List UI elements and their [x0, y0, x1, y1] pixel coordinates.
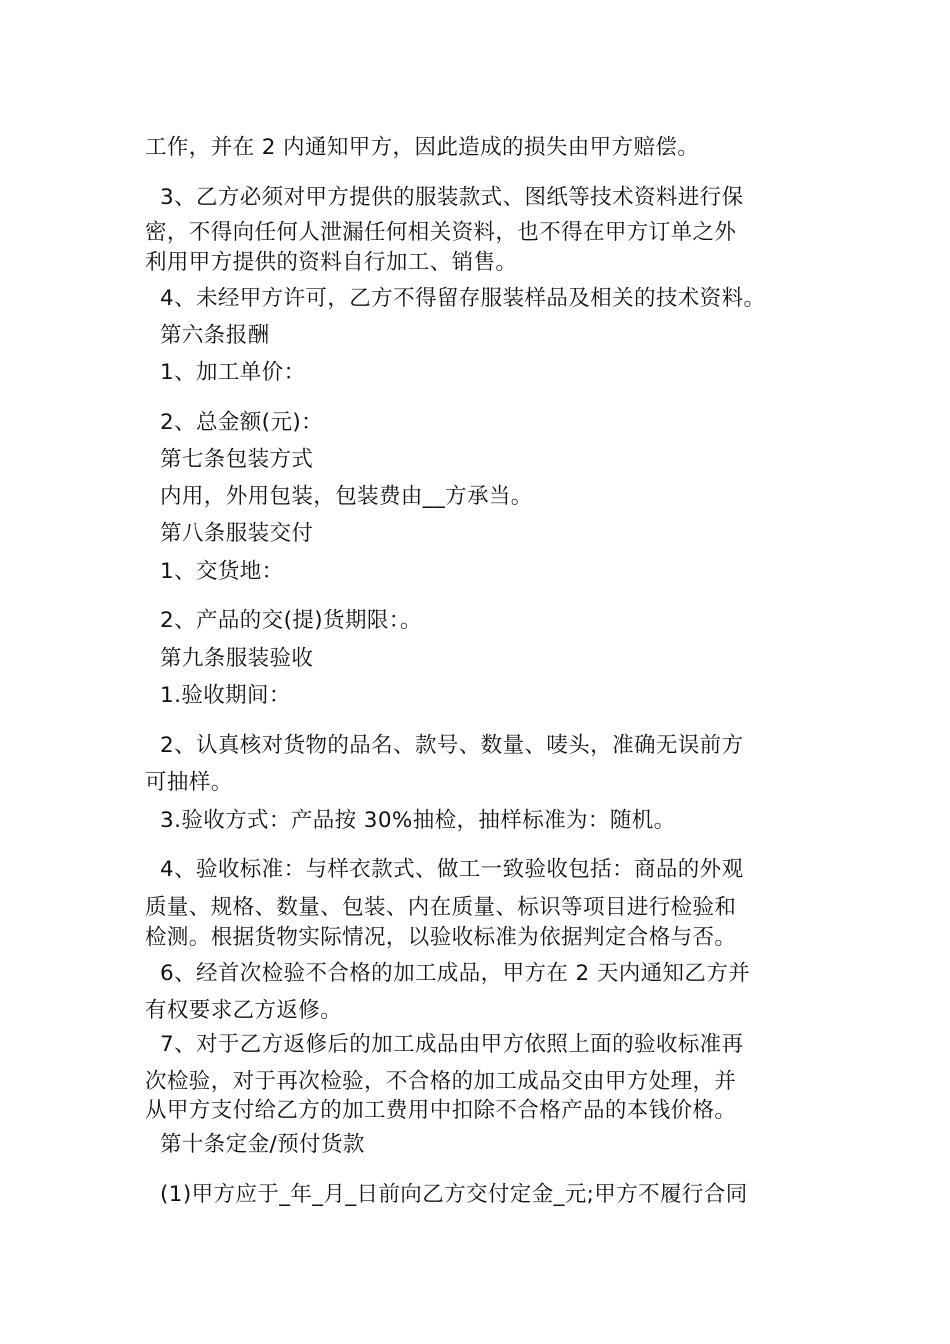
text-line: (1)甲方应于_年_月_日前向乙方交付定金_元;甲方不履行合同	[160, 1182, 748, 1207]
text-line: 检测。根据货物实际情况，以验收标准为依据判定合格与否。	[145, 925, 737, 950]
text-line: 内用，外用包装，包装费由__方承当。	[160, 484, 533, 509]
text-line: 工作，并在 2 内通知甲方，因此造成的损失由甲方赔偿。	[145, 135, 700, 160]
section-heading: 第十条定金/预付货款	[160, 1132, 365, 1157]
text-line: 从甲方支付给乙方的加工费用中扣除不合格产品的本钱价格。	[145, 1098, 737, 1123]
text-line: 1、加工单价：	[160, 360, 306, 385]
text-line: 次检验，对于再次检验，不合格的加工成品交由甲方处理，并	[145, 1069, 737, 1094]
text-line: 4、验收标准：与样衣款式、做工一致验收包括：商品的外观	[160, 857, 744, 882]
text-line: 7、对于乙方返修后的加工成品由甲方依照上面的验收标准再	[160, 1032, 744, 1057]
text-line: 利用甲方提供的资料自行加工、销售。	[145, 250, 518, 275]
text-line: 1、交货地：	[160, 559, 284, 584]
section-heading: 第九条服装验收	[160, 646, 314, 671]
section-heading: 第七条包装方式	[160, 447, 314, 472]
section-heading: 第六条报酬	[160, 323, 270, 348]
text-line: 有权要求乙方返修。	[145, 998, 343, 1023]
section-heading: 第八条服装交付	[160, 521, 314, 546]
text-line: 2、认真核对货物的品名、款号、数量、唛头，准确无误前方	[160, 733, 744, 758]
text-line: 6、经首次检验不合格的加工成品，甲方在 2 天内通知乙方并	[160, 961, 751, 986]
text-line: 密，不得向任何人泄漏任何相关资料，也不得在甲方订单之外	[145, 220, 737, 245]
text-line: 1.验收期间：	[160, 683, 291, 708]
text-line: 3.验收方式：产品按 30%抽检，抽样标准为：随机。	[160, 808, 676, 833]
text-line: 2、总金额(元)：	[160, 410, 324, 435]
text-line: 质量、规格、数量、包装、内在质量、标识等项目进行检验和	[145, 895, 737, 920]
text-line: 4、未经甲方许可，乙方不得留存服装样品及相关的技术资料。	[160, 286, 766, 311]
text-line: 2、产品的交(提)货期限：。	[160, 608, 422, 633]
text-line: 可抽样。	[145, 770, 233, 795]
text-line: 3、乙方必须对甲方提供的服装款式、图纸等技术资料进行保	[160, 185, 744, 210]
